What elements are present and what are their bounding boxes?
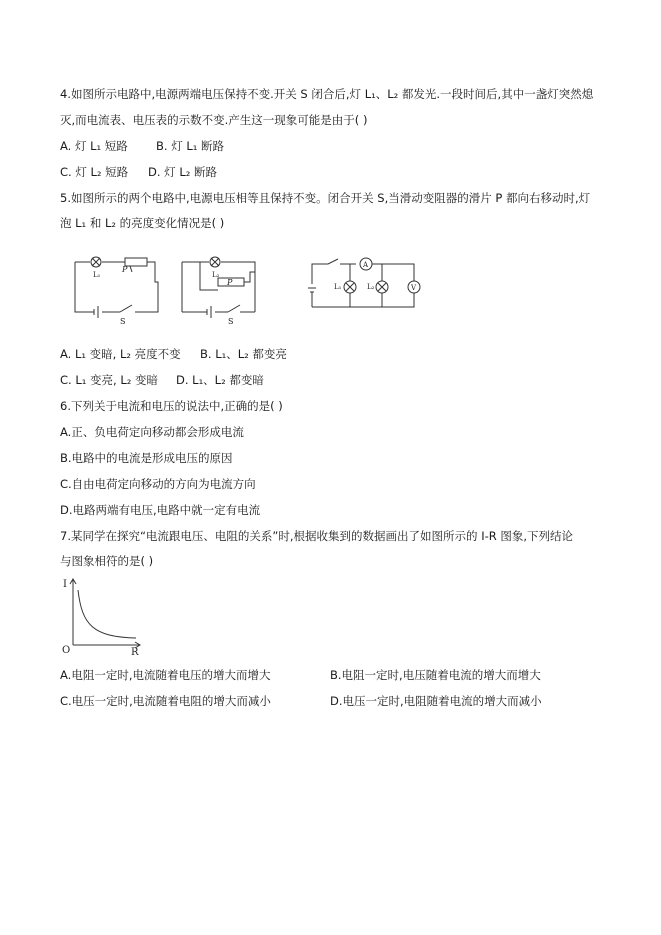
q7-stem-line1: 7.某同学在探究“电流跟电压、电阻的关系”时,根据收集到的数据画出了如图所示的 I-R 图象,下列结论 [60, 529, 574, 543]
q4-stem-line1: 4.如图所示电路中,电源两端电压保持不变.开关 S 闭合后,灯 L₁、L₂ 都发光.一段时间后,其中一盏灯突然熄 [60, 87, 594, 101]
q4-option-d: D. 灯 L₂ 断路 [148, 165, 217, 179]
q6-option-c: C.自由电荷定向移动的方向为电流方向 [60, 477, 256, 491]
q5-stem-line2: 泡 L₁ 和 L₂ 的亮度变化情况是( ) [60, 216, 225, 230]
x-axis [73, 642, 140, 648]
q7-option-a: A.电阻一定时,电流随着电压的增大而增大 [60, 668, 271, 682]
q4-stem-line2: 灭,而电流表、电压表的示数不变.产生这一现象可能是由于( ) [60, 113, 368, 127]
c2-switch-label: S [228, 317, 234, 326]
q6-option-d: D.电路两端有电压,电路中就一定有电流 [60, 503, 261, 517]
battery-3-symbol [308, 274, 316, 307]
q7-option-c: C.电压一定时,电流随着电阻的增大而减小 [60, 694, 271, 708]
q7-option-d: D.电压一定时,电阻随着电流的增大而减小 [330, 694, 542, 708]
c3-ammeter-label: A [363, 261, 369, 269]
c3-lamp1-label: L₁ [334, 283, 342, 291]
graph-x-label: R [131, 647, 139, 655]
circuit-1 [75, 257, 158, 318]
q7-stem-line2: 与图象相符的是( ) [60, 554, 154, 568]
q5-circuit-figure [60, 252, 440, 342]
q4-option-c: C. 灯 L₂ 短路 [60, 165, 129, 179]
c1-switch-label: S [120, 317, 126, 326]
c3-lamp2-label: L₂ [367, 283, 375, 291]
c3-voltmeter-label: V [411, 284, 417, 292]
q5-option-d: D. L₁、L₂ 都变暗 [176, 373, 264, 387]
q6-option-b: B.电路中的电流是形成电压的原因 [60, 451, 233, 465]
q6-stem: 6.下列关于电流和电压的说法中,正确的是( ) [60, 399, 283, 413]
q4-option-b: B. 灯 L₁ 断路 [156, 139, 225, 153]
q5-stem-line1: 5.如图所示的两个电路中,电源电压相等且保持不变。闭合开关 S,当滑动变阻器的滑片 P 都向右移动时,灯 [60, 191, 591, 205]
y-axis [70, 579, 76, 645]
battery-1-symbol [94, 306, 98, 318]
c2-slider-label: P [227, 278, 233, 287]
inverse-curve [78, 590, 136, 638]
graph-origin-label: O [62, 645, 71, 655]
q5-option-c: C. L₁ 变亮, L₂ 变暗 [60, 373, 158, 387]
q4-option-a: A. 灯 L₁ 短路 [60, 139, 128, 153]
circuit-2 [182, 257, 255, 318]
graph-y-label: I [63, 579, 67, 590]
q7-ir-graph [58, 575, 148, 655]
c1-lamp-label: L₁ [93, 271, 101, 279]
switch-1-symbol [120, 305, 132, 312]
q6-option-a: A.正、负电荷定向移动都会形成电流 [60, 425, 244, 439]
q7-option-b: B.电阻一定时,电压随着电流的增大而增大 [330, 668, 541, 682]
q5-option-b: B. L₁、L₂ 都变亮 [200, 347, 287, 361]
c2-lamp-label: L₂ [212, 271, 220, 279]
c1-slider-label: P [122, 265, 128, 274]
rheostat-1-symbol [125, 258, 147, 266]
q5-option-a: A. L₁ 变暗, L₂ 亮度不变 [60, 347, 181, 361]
switch-2-symbol [228, 305, 255, 312]
